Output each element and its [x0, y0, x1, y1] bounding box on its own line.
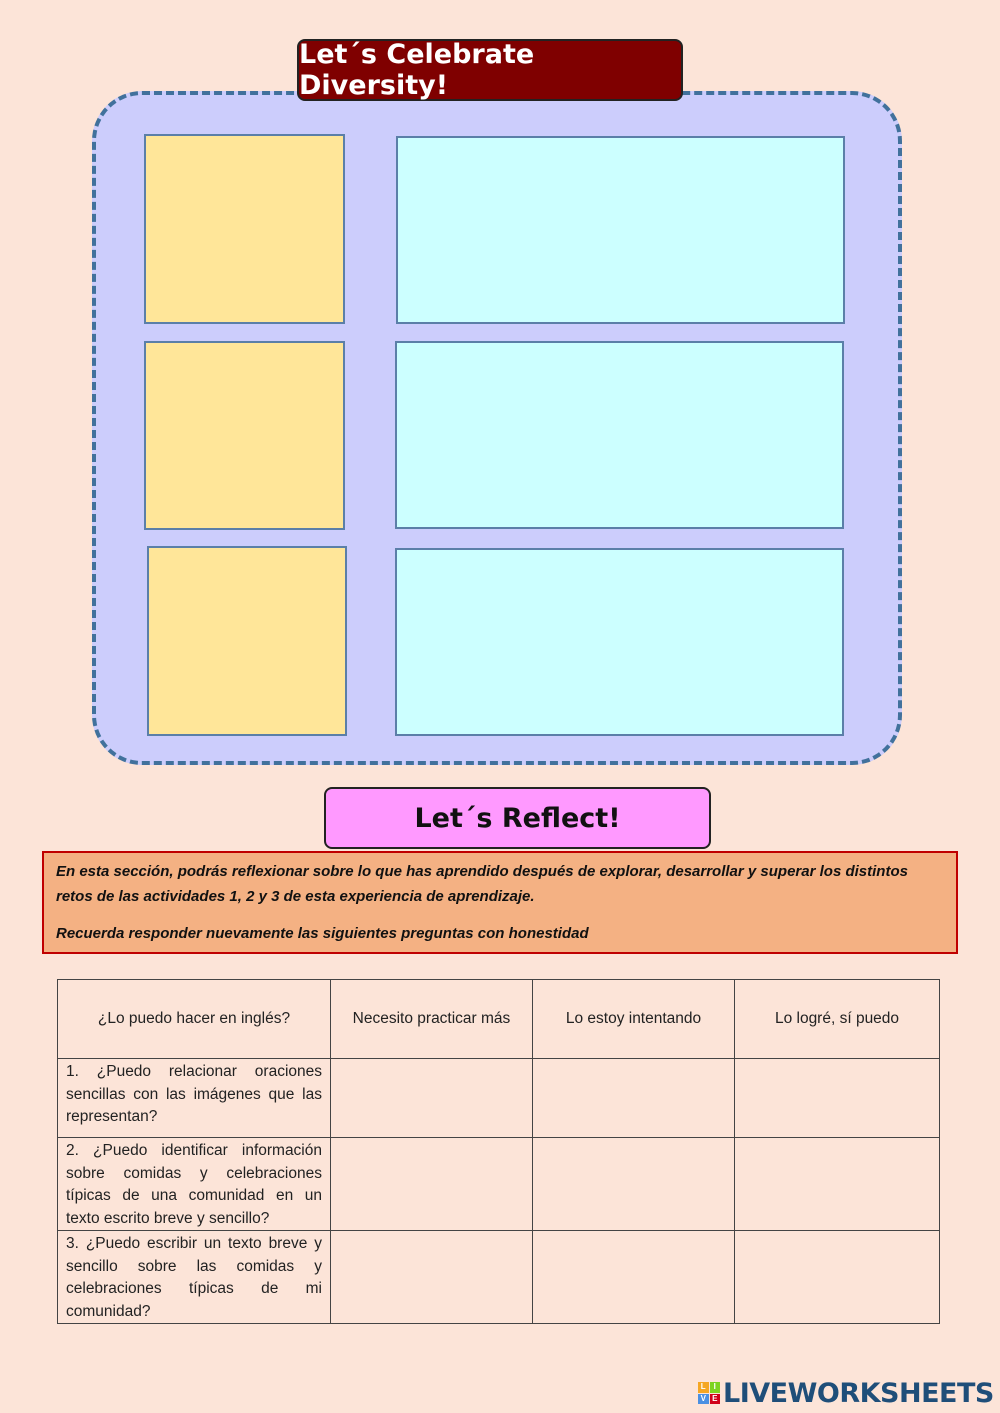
image-drop-box-1[interactable]: [144, 134, 345, 324]
question-3: 3. ¿Puedo escribir un texto breve y sencillo sobre las comidas y celebraciones típicas de mi comunidad?: [58, 1231, 331, 1324]
image-drop-box-2[interactable]: [144, 341, 345, 530]
instructions-reminder: Recuerda responder nuevamente las siguientes preguntas con honestidad: [56, 925, 589, 942]
header-trying: Lo estoy intentando: [533, 980, 735, 1059]
question-2: 2. ¿Puedo identificar información sobre comidas y celebraciones típicas de una comunidad en un texto escrito breve y sencillo?: [58, 1138, 331, 1231]
answer-cell-3-achieved[interactable]: [735, 1231, 940, 1324]
instructions-text: En esta sección, podrás reflexionar sobre lo que has aprendido después de explorar, desarrollar y superar los distintos retos de las actividades 1, 2 y 3 de esta experiencia de aprendizaje.: [56, 863, 908, 905]
liveworksheets-logo-text: LIVEWORKSHEETS: [723, 1377, 994, 1409]
image-drop-box-3[interactable]: [147, 546, 347, 736]
answer-cell-1-achieved[interactable]: [735, 1059, 940, 1138]
table-header-row: [58, 980, 940, 1059]
text-answer-box-3[interactable]: [395, 548, 844, 736]
answer-cell-3-trying[interactable]: [533, 1231, 735, 1324]
table-row: [58, 1138, 940, 1231]
text-answer-box-2[interactable]: [395, 341, 844, 529]
liveworksheets-logo-icon: L I V E: [698, 1382, 720, 1404]
answer-cell-3-need-practice[interactable]: [331, 1231, 533, 1324]
answer-cell-2-need-practice[interactable]: [331, 1138, 533, 1231]
answer-cell-1-trying[interactable]: [533, 1059, 735, 1138]
header-need-practice: Necesito practicar más: [331, 980, 533, 1059]
table-row: [58, 1231, 940, 1324]
self-assessment-table: [57, 979, 940, 1324]
header-can-i-do: ¿Lo puedo hacer en inglés?: [58, 980, 331, 1059]
question-1: 1. ¿Puedo relacionar oraciones sencillas con las imágenes que las representan?: [58, 1059, 331, 1138]
answer-cell-1-need-practice[interactable]: [331, 1059, 533, 1138]
liveworksheets-logo: [698, 1378, 994, 1408]
table-row: [58, 1059, 940, 1138]
answer-cell-2-trying[interactable]: [533, 1138, 735, 1231]
reflect-title: Let´s Reflect!: [324, 787, 711, 849]
header-achieved: Lo logré, sí puedo: [735, 980, 940, 1059]
text-answer-box-1[interactable]: [396, 136, 845, 324]
answer-cell-2-achieved[interactable]: [735, 1138, 940, 1231]
instructions-box: [42, 851, 958, 954]
celebrate-title: Let´s Celebrate Diversity!: [297, 39, 683, 101]
